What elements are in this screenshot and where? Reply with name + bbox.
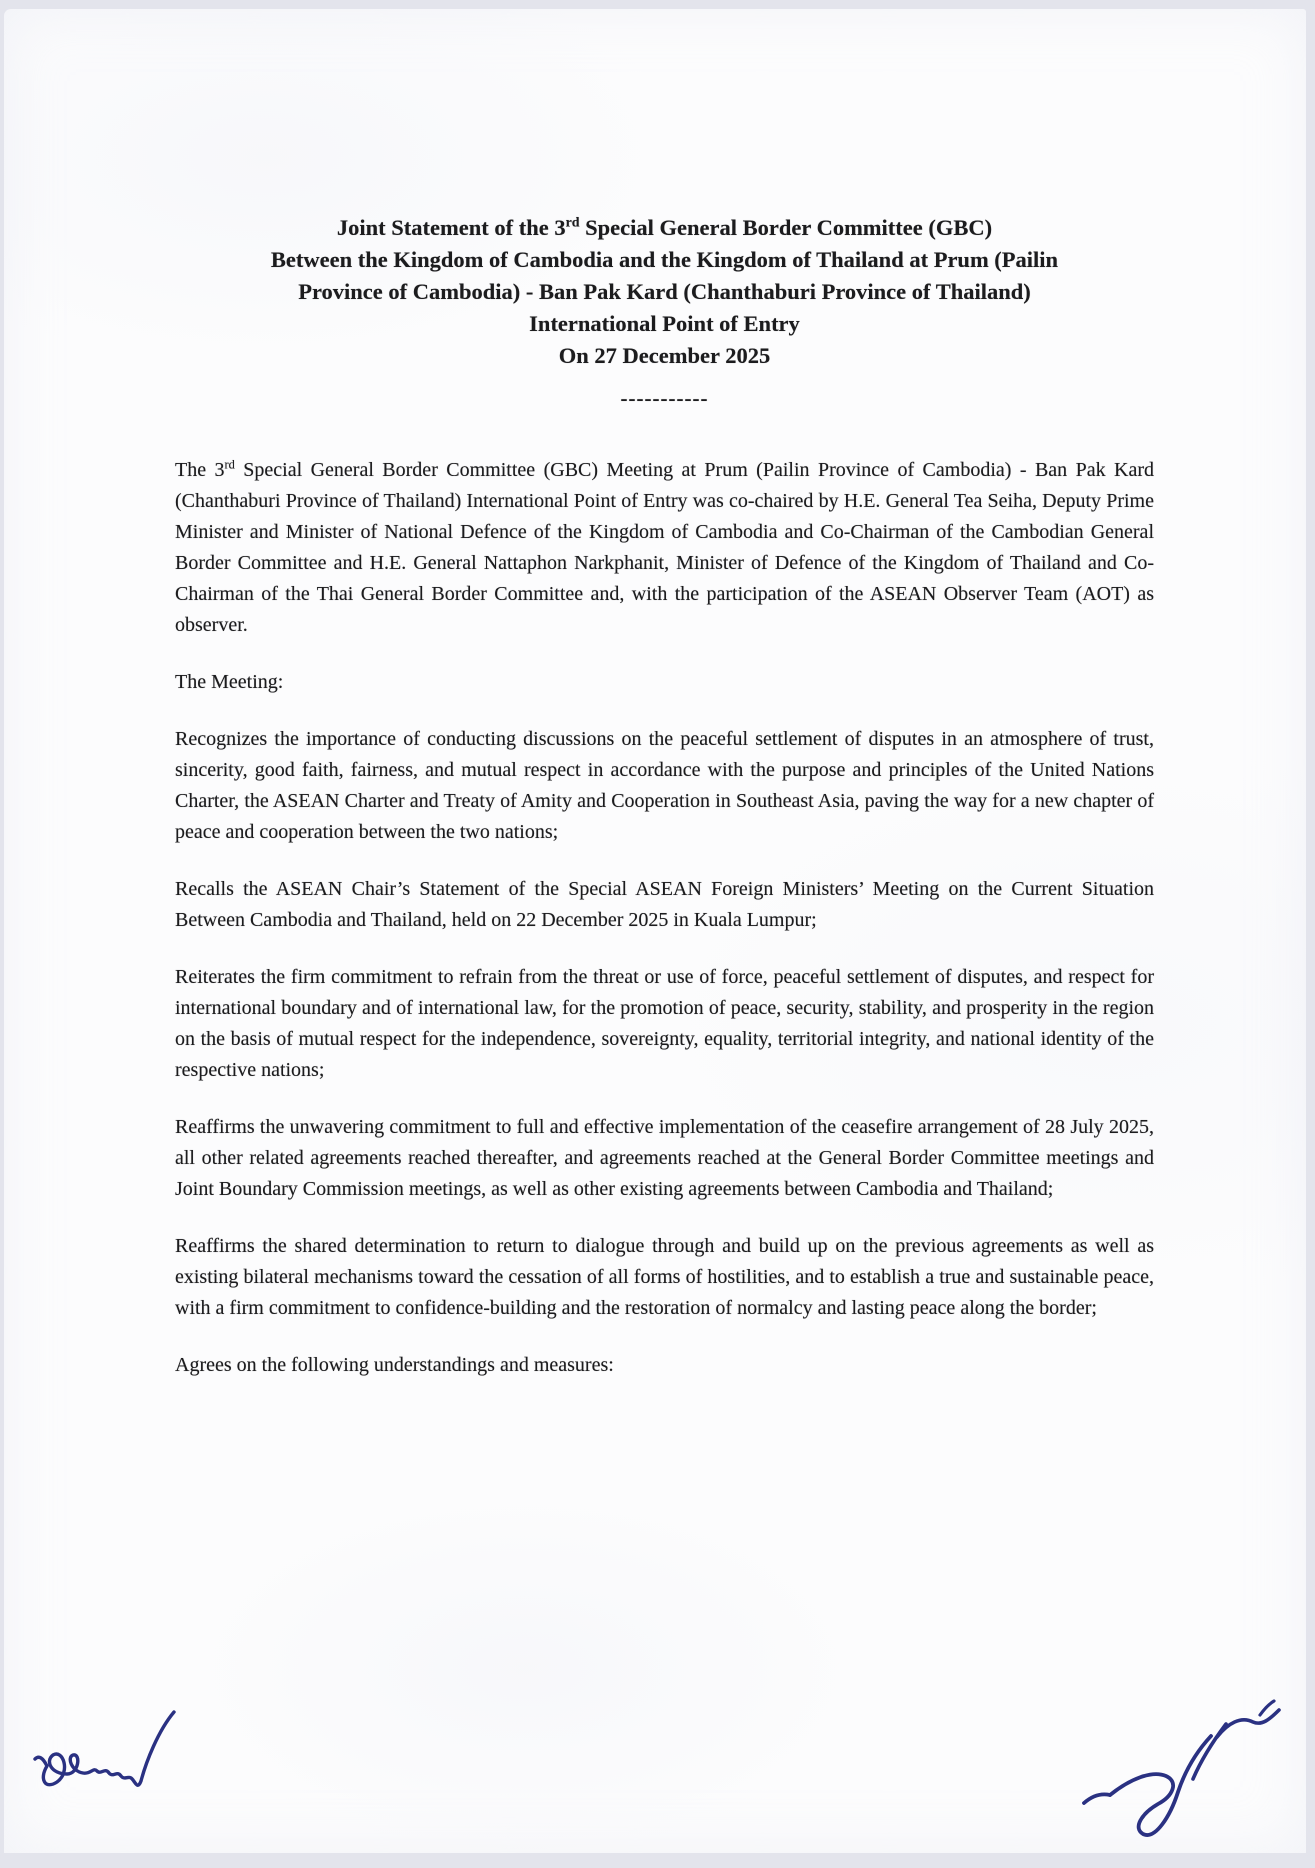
title-line-1: Joint Statement of the 3rd Special General Border Committee (GBC) <box>336 215 993 240</box>
title-line-5: On 27 December 2025 <box>558 343 771 368</box>
paragraph-meeting-label: The Meeting: <box>175 671 284 693</box>
document-content <box>175 212 1154 1407</box>
ordinal-superscript: rd <box>565 215 580 231</box>
document-title <box>175 212 1154 372</box>
handwritten-signature-left-icon <box>32 1703 192 1815</box>
paragraph-agrees: Agrees on the following understandings and measures: <box>175 1354 614 1376</box>
paragraph-reaffirms-dialogue: Reaffirms the shared determination to return to dialogue through and build up on the previous agreements as well as existing bilateral mechanisms toward the cessation of all forms of hostilities, and to establish a true and sustainable peace, with a firm commitment to confidence-building and the restoration of normalcy and lasting peace along the border; <box>175 1235 1154 1319</box>
paragraph-recalls: Recalls the ASEAN Chair’s Statement of the Special ASEAN Foreign Ministers’ Meeting on the Current Situation Between Cambodia and Thailand, held on 22 December 2025 in Kuala Lumpur; <box>175 878 1154 931</box>
paragraph-reiterates: Reiterates the firm commitment to refrain from the threat or use of force, peaceful settlement of disputes, and respect for international boundary and of international law, for the promotion of peace, security, stability, and prosperity in the region on the basis of mutual respect for the independence, sovereignty, equality, territorial integrity, and national identity of the respective nations; <box>175 966 1154 1081</box>
paragraph-recognizes: Recognizes the importance of conducting discussions on the peaceful settlement of disputes in an atmosphere of trust, sincerity, good faith, fairness, and mutual respect in accordance with the purpose and principles of the United Nations Charter, the ASEAN Charter and Treaty of Amity and Cooperation in Southeast Asia, paving the way for a new chapter of peace and cooperation between the two nations; <box>175 728 1154 843</box>
dashed-separator: ----------- <box>620 386 709 410</box>
handwritten-signature-right-icon <box>1076 1695 1288 1847</box>
title-line-2: Between the Kingdom of Cambodia and the Kingdom of Thailand at Prum (Pailin <box>270 247 1059 272</box>
paragraph-preamble: The 3rd Special General Border Committee (GBC) Meeting at Prum (Pailin Province of Cambodia) - Ban Pak Kard (Chanthaburi Province of Thailand) International Point of Entry was co-chaired by H.E. General Tea Seiha, Deputy Prime Minister and Minister of National Defence of the Kingdom of Cambodia and Co-Chairman of the Cambodian General Border Committee and H.E. General Nattaphon Narkphanit, Minister of Defence of the Kingdom of Thailand and Co-Chairman of the Thai General Border Committee and, with the participation of the ASEAN Observer Team (AOT) as observer. <box>175 457 1155 636</box>
title-line-4: International Point of Entry <box>529 311 800 336</box>
title-line-3: Province of Cambodia) - Ban Pak Kard (Chanthaburi Province of Thailand) <box>298 279 1031 304</box>
paragraph-reaffirms-ceasefire: Reaffirms the unwavering commitment to full and effective implementation of the ceasefire arrangement of 28 July 2025, all other related agreements reached thereafter, and agreements reached at the General Border Committee meetings and Joint Boundary Commission meetings, as well as other existing agreements between Cambodia and Thailand; <box>175 1116 1154 1200</box>
document-page <box>4 9 1306 1853</box>
ordinal-superscript: rd <box>224 457 235 472</box>
